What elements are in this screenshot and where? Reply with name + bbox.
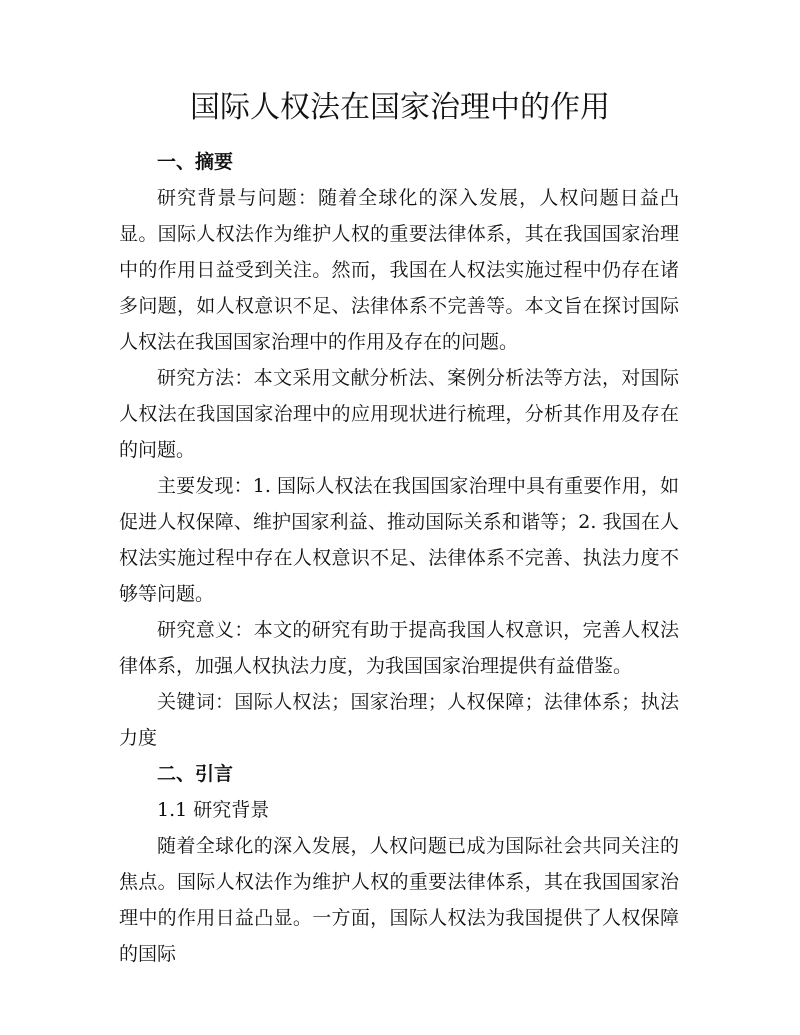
intro-heading: 二、引言 [157,763,234,785]
intro-subheading: 1.1 研究背景 [157,799,270,821]
intro-paragraph: 随着全球化的深入发展，人权问题已成为国际社会共同关注的焦点。国际人权法作为维护人权的重要法律体系，其在我国国家治理中的作用日益凸显。一方面，国际人权法为我国提供了人权保障的国际 [119,835,679,965]
abstract-background-paragraph: 研究背景与问题：随着全球化的深入发展，人权问题日益凸显。国际人权法作为维护人权的重要法律体系，其在我国国家治理中的作用日益受到关注。然而，我国在人权法实施过程中仍存在诸多问题，如人权意识不足、法律体系不完善等。本文旨在探讨国际人权法在我国国家治理中的作用及存在的问题。 [119,187,679,353]
abstract-method-paragraph: 研究方法：本文采用文献分析法、案例分析法等方法，对国际人权法在我国国家治理中的应用现状进行梳理，分析其作用及存在的问题。 [119,367,679,461]
abstract-heading: 一、摘要 [157,151,234,173]
document-body [119,144,679,972]
abstract-significance-paragraph: 研究意义：本文的研究有助于提高我国人权意识，完善人权法律体系，加强人权执法力度，为我国国家治理提供有益借鉴。 [119,619,679,677]
keywords-paragraph: 关键词：国际人权法；国家治理；人权保障；法律体系；执法力度 [119,691,679,749]
document-title: 国际人权法在国家治理中的作用 [190,90,610,125]
abstract-findings-paragraph: 主要发现：1. 国际人权法在我国国家治理中具有重要作用，如促进人权保障、维护国家利益、推动国际关系和谐等；2. 我国在人权法实施过程中存在人权意识不足、法律体系不完善、执法力度不够等问题。 [119,475,679,605]
